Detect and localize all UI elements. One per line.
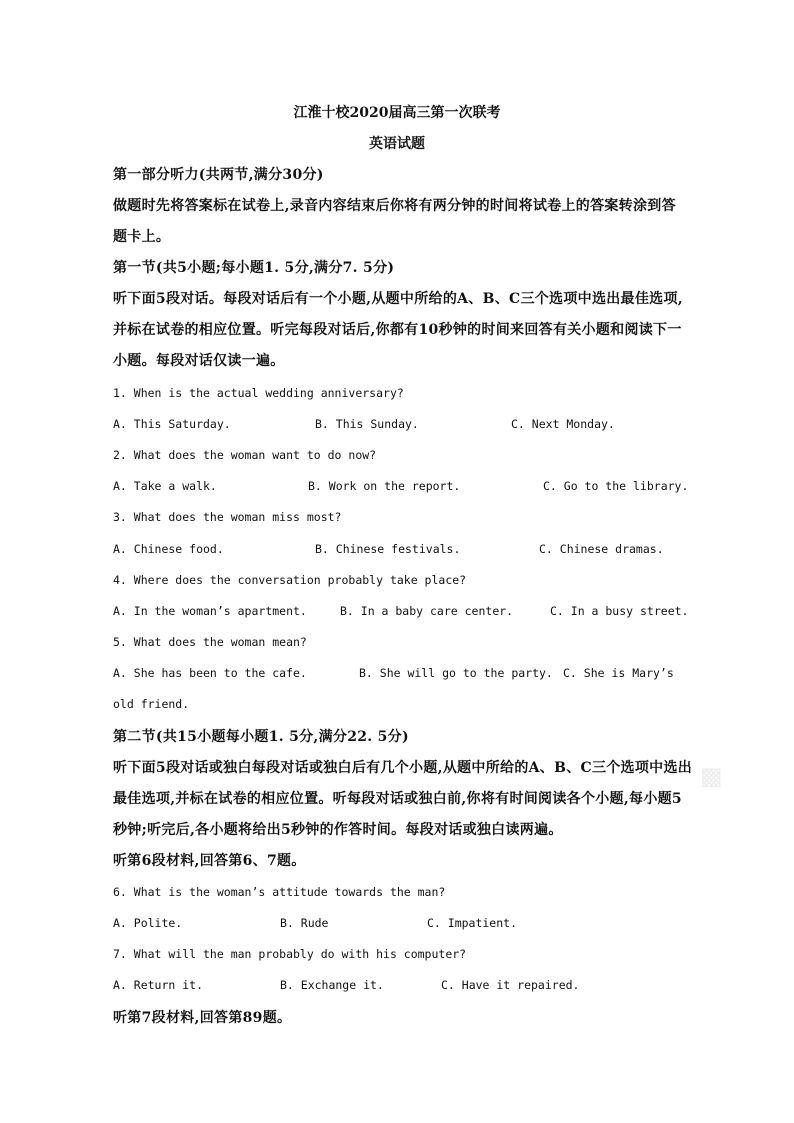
- option-a: A. Return it.: [113, 978, 204, 992]
- option-a: A. Polite.: [113, 916, 183, 930]
- part1-intro-line: 题卡上。: [113, 229, 171, 245]
- option-a: A. Take a walk.: [113, 479, 217, 493]
- option-b: B. Exchange it.: [280, 978, 384, 992]
- option-c: C. Have it repaired.: [441, 978, 580, 992]
- option-c: C. Chinese dramas.: [539, 542, 664, 556]
- option-c: C. Next Monday.: [511, 417, 615, 431]
- section2-instruction: 听下面5段对话或独白每段对话或独白后有几个小题,从题中所给的A、B、C三个选项中选出: [113, 760, 693, 776]
- exam-title: 江淮十校2020届高三第一次联考: [293, 105, 501, 121]
- exam-subtitle: 英语试题: [369, 136, 425, 152]
- option-b: B. Work on the report.: [308, 479, 461, 493]
- option-b: B. She will go to the party.: [359, 666, 553, 680]
- option-a: A. This Saturday.: [113, 417, 231, 431]
- question-text: 4. Where does the conversation probably take place?: [113, 573, 467, 587]
- option-c-continued: old friend.: [113, 697, 190, 711]
- option-c: C. Impatient.: [427, 916, 518, 930]
- option-a: A. She has been to the cafe.: [113, 666, 307, 680]
- section1-instruction: 并标在试卷的相应位置。听完每段对话后,你都有10秒钟的时间来回答有关小题和阅读下一: [113, 322, 682, 338]
- material-heading: 听第7段材料,回答第89题。: [113, 1010, 292, 1026]
- question-text: 3. What does the woman miss most?: [113, 510, 342, 524]
- option-c: C. In a busy street.: [550, 604, 689, 618]
- question-text: 2. What does the woman want to do now?: [113, 448, 377, 462]
- part1-intro-line: 做题时先将答案标在试卷上,录音内容结束后你将有两分钟的时间将试卷上的答案转涂到答: [113, 198, 676, 214]
- section1-heading: 第一节(共5小题;每小题1. 5分,满分7. 5分): [113, 260, 395, 276]
- option-b: B. Rude: [280, 916, 329, 930]
- section2-heading: 第二节(共15小题每小题1. 5分,满分22. 5分): [113, 729, 409, 745]
- part1-heading: 第一部分听力(共两节,满分30分): [113, 167, 324, 183]
- section2-instruction: 秒钟;听完后,各小题将给出5秒钟的作答时间。每段对话或独白读两遍。: [113, 822, 563, 838]
- question-text: 7. What will the man probably do with his computer?: [113, 947, 467, 961]
- option-b: B. Chinese festivals.: [315, 542, 461, 556]
- option-b: B. In a baby care center.: [340, 604, 514, 618]
- watermark-mark: ▩: [700, 762, 723, 790]
- question-text: 5. What does the woman mean?: [113, 635, 307, 649]
- option-c: C. She is Mary’s: [563, 666, 674, 680]
- question-text: 1. When is the actual wedding anniversary?: [113, 386, 404, 400]
- material-heading: 听第6段材料,回答第6、7题。: [113, 853, 306, 869]
- section2-instruction: 最佳选项,并标在试卷的相应位置。听每段对话或独白前,你将有时间阅读各个小题,每小题5: [113, 791, 682, 807]
- question-text: 6. What is the woman’s attitude towards the man?: [113, 885, 446, 899]
- section1-instruction: 小题。每段对话仅读一遍。: [113, 353, 285, 369]
- section1-instruction: 听下面5段对话。每段对话后有一个小题,从题中所给的A、B、C三个选项中选出最佳选项,: [113, 291, 683, 307]
- option-b: B. This Sunday.: [315, 417, 419, 431]
- option-a: A. Chinese food.: [113, 542, 224, 556]
- option-c: C. Go to the library.: [543, 479, 689, 493]
- option-a: A. In the woman’s apartment.: [113, 604, 307, 618]
